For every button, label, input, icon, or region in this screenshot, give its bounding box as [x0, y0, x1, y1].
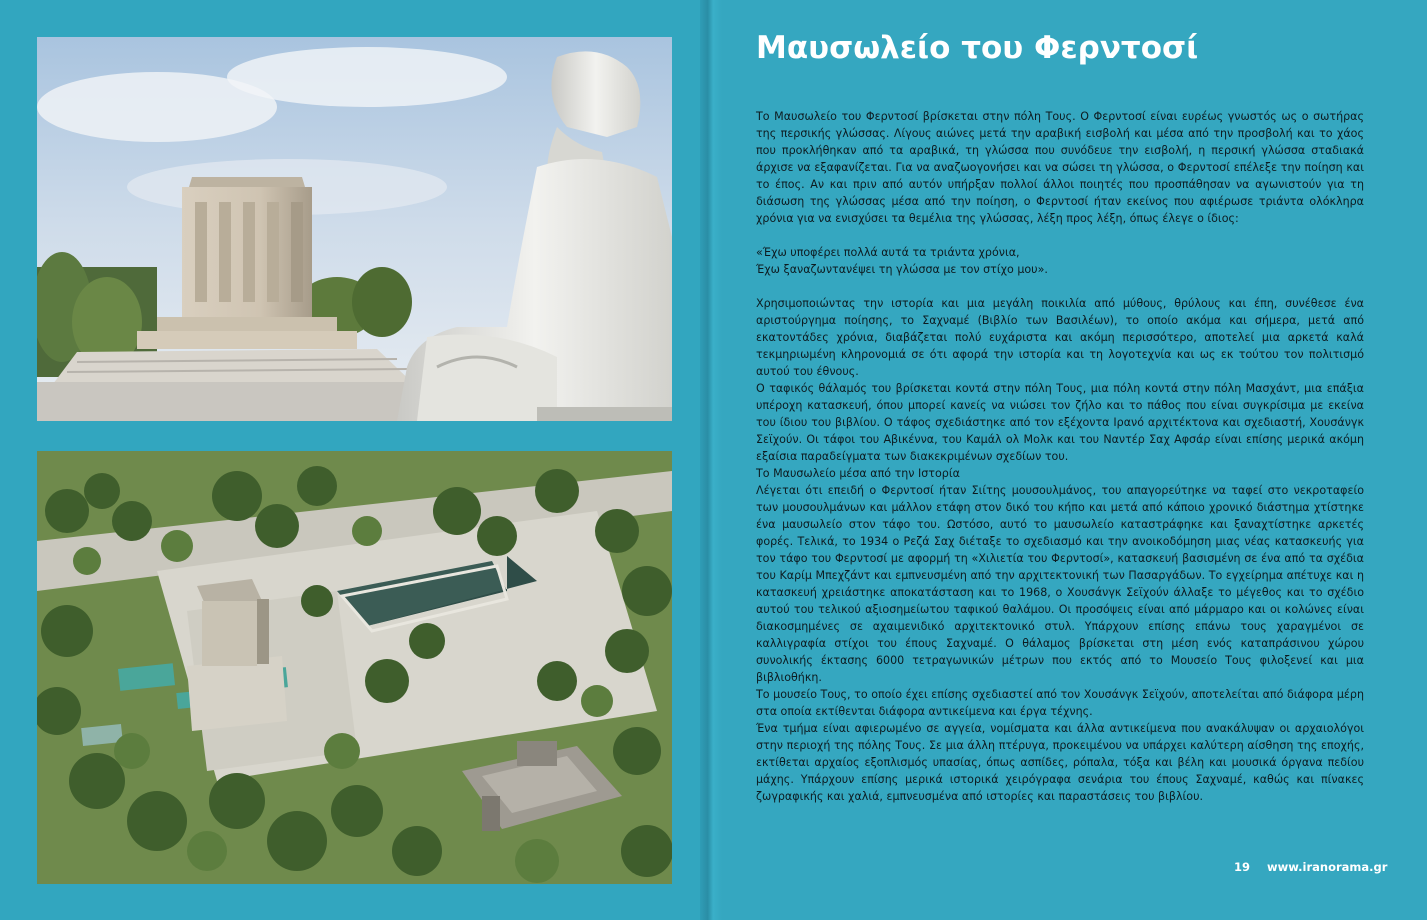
paragraph-museum: Το μουσείο Τους, το οποίο έχει επίσης σχεδιαστεί από τον Χουσάνγκ Σεϊχούν, αποτελείται από διάφορα μέρη στα οποία εκτίθενται διάφορα αντικείμενα και έργα τέχνης.: [756, 688, 1364, 718]
page-gutter: [700, 0, 722, 920]
quote-line-1: «Έχω υποφέρει πολλά αυτά τα τριάντα χρόνια,: [756, 246, 1020, 259]
aerial-complex-photo: [37, 451, 672, 884]
paragraph-shahnameh: Χρησιμοποιώντας την ιστορία και μια μεγάλη ποικιλία από μύθους, θρύλους και έπη, συνέθεσε ένα αριστούργημα ποίησης, το Σαχναμέ (Βιβλίο των Βασιλέων), το οποίο ακόμα και σήμερα, μετά από εκατοντάδες χρόνια, διαβάζεται πολύ ευχάριστα και ακόμη περισσότερο, αποτελεί μια αρκετά καλά τεκμηριωμένη κληρονομιά σε ότι αφορά την ιστορία και τη λογοτεχνία και ως εκ τούτου τον πολιτισμό αυτού του έθνους.: [756, 297, 1364, 378]
website-url[interactable]: www.iranorama.gr: [1267, 860, 1388, 874]
aerial-complex-illustration: [37, 451, 672, 884]
mausoleum-statue-photo: [37, 37, 672, 421]
paragraph-intro: Το Μαυσωλείο του Φερντοσί βρίσκεται στην πόλη Τους. Ο Φερντοσί είναι ευρέως γνωστός ως ο σωτήρας της περσικής γλώσσας. Λίγους αιώνες μετά την αραβική εισβολή και μέσα από την προσβολή και το χάος που προκλήθηκαν από τα αραβικά, τη γλώσσα που συνόδευε την εισβολή, η περσική γλώσσα σταδιακά άρχισε να εξαφανίζεται. Για να αναζωογονήσει και να σώσει τη γλώσσα, ο Φερντοσί επέλεξε την ποίηση και το έπος. Αν και πριν από αυτόν υπήρξαν πολλοί άλλοι ποιητές που προσπάθησαν να αγωνιστούν για τη διάσωση της γλώσσας μέσα από την ποίηση, ο Φερντοσί ήταν εκείνος που αφιέρωσε τριάντα ολόκληρα χρόνια για να ενισχύσει τα θεμέλια της γλώσσας, λέξη προς λέξη, όπως έλεγε ο ίδιος:: [756, 110, 1364, 225]
page-number: 19: [1234, 860, 1251, 874]
quote-line-2: Έχω ξαναζωντανέψει τη γλώσσα με τον στίχο μου».: [756, 263, 1048, 276]
paragraph-exhibits: Ένα τμήμα είναι αφιερωμένο σε αγγεία, νομίσματα και άλλα αντικείμενα που ανακάλυψαν οι αρχαιολόγοι στην περιοχή της πόλης Τους. Σε μια άλλη πτέρυγα, προκειμένου να υπάρχει καλύτερη αίσθηση της εποχής, εκτίθεται αρχαίος εξοπλισμός υπασίας, όπως ασπίδες, ρόπαλα, τόξα και βέλη και μουσικά όργανα πεδίου μάχης. Υπάρχουν επίσης μερικά ιστορικά χειρόγραφα σενάρια του έπους Σαχναμέ, καθώς και πίνακες ζωγραφικής και χαλιά, εμπνευσμένα από ιστορίες και παραστάσεις του βιβλίου.: [756, 722, 1364, 803]
mausoleum-statue-illustration: [37, 37, 672, 421]
paragraph-history: Λέγεται ότι επειδή ο Φερντοσί ήταν Σιίτης μουσουλμάνος, του απαγορεύτηκε να ταφεί στο νεκροταφείο των μουσουλμάνων και μάλλον ετάφη στον δικό του κήπο και μετά από κάποιο χρονικό διάστημα χτίστηκε ένα μαυσωλείο στον τάφο του. Ωστόσο, αυτό το μαυσωλείο καταστράφηκε και ξαναχτίστηκε αρκετές φορές. Τελικά, το 1934 ο Ρεζά Σαχ διέταξε το σχεδιασμό και την ανοικοδόμηση μιας νέας κατασκευής για τον τάφο του Φερντοσί με αφορμή τη «Χιλιετία του Φερντοσί», κατασκευή βασισμένη σε ένα από τα σχέδια του Καρίμ Μπεχζάντ και εμπνευσμένη από την αρχιτεκτονική των Πασαργάδων. Το εγχείρημα απέτυχε και η κατασκευή χρειάστηκε αποκατάσταση και το 1968, ο Χουσάνγκ Σεϊχούν άλλαξε το μέγεθος και το σχέδιο αυτού του τελικού αξιοσημείωτου ταφικού θαλάμου. Οι προσόψεις είναι από μάρμαρο και οι κολώνες είναι διακοσμημένες σε αχαιμενιδικό αρχιτεκτονικό στυλ. Υπάρχουν επίσης επάνω τους χαραγμένοι σε καλλιγραφία στίχοι του έπους Σαχναμέ. Ο θάλαμος βρίσκεται στη μέση ενός καταπράσινου χώρου συνολικής έκτασης 6000 τετραγωνικών μέτρων που εκτός από το Μουσείο Τους φιλοξενεί και μια βιβλιοθήκη.: [756, 484, 1364, 684]
paragraph-tomb-chamber: Ο ταφικός θάλαμός του βρίσκεται κοντά στην πόλη Τους, μια πόλη κοντά στην πόλη Μασχάντ, μια επάξια υπέροχη κατασκευή, όπου μπορεί κανείς να νιώσει τον ζήλο και το πάθος που είναι συγκρίσιμα με εκείνα του ίδιου του βιβλίου. Ο τάφος σχεδιάστηκε από τον εξέχοντα Ιρανό αρχιτέκτονα και σχεδιαστή, Χουσάνγκ Σεϊχούν. Οι τάφοι του Αβικέννα, του Καμάλ ολ Μολκ και του Ναντέρ Σαχ Αφσάρ είναι επίσης μερικά ακόμη εξαίσια παραδείγματα των διακεκριμένων σχεδίων του.: [756, 382, 1364, 463]
article-body: [756, 108, 1364, 805]
article-title: Μαυσωλείο του Φερντοσί: [756, 30, 1199, 66]
section-subheading: Το Μαυσωλείο μέσα από την Ιστορία: [756, 467, 960, 480]
